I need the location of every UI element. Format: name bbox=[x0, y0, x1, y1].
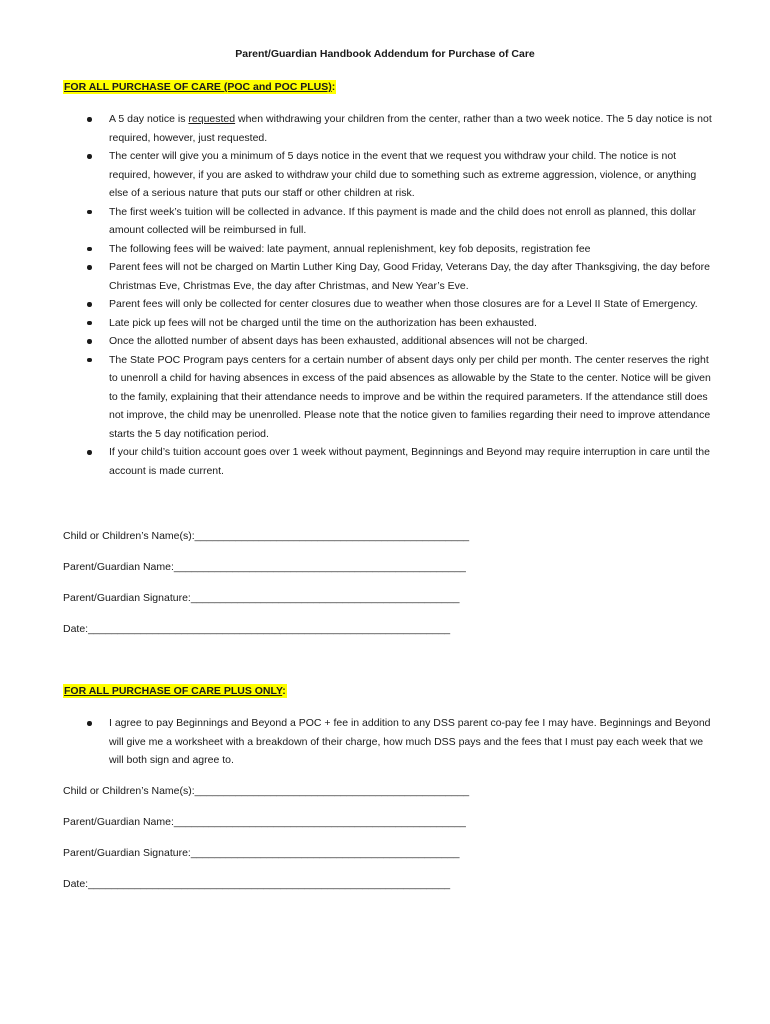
list-item-text-b: when withdrawing your children from the center, rather than a two week notice. The 5 day notice is not required, however, just requested. bbox=[109, 113, 712, 144]
poc-plus-bullet-list bbox=[63, 714, 713, 770]
child-name-field[interactable]: Child or Children’s Name(s):_______________________________________________ bbox=[63, 530, 470, 542]
list-item bbox=[63, 258, 713, 295]
bullet-icon bbox=[87, 358, 92, 363]
list-item-text: The center will give you a minimum of 5 days notice in the event that we request you withdraw your child. The notice is not required, however, if you are asked to withdraw your child due to something such as extreme aggression, violence, or anything else of a serious nature that puts our staff or other children at risk. bbox=[109, 150, 697, 199]
list-item-text: Late pick up fees will not be charged until the time on the authorization has been exhausted. bbox=[109, 316, 537, 329]
bullet-icon bbox=[87, 265, 92, 270]
guardian-name-field-plus[interactable]: Parent/Guardian Name:__________________________________________________ bbox=[63, 816, 466, 828]
bullet-icon bbox=[87, 117, 92, 122]
list-item-text: The first week’s tuition will be collected in advance. If this payment is made and the child does not enroll as planned, this dollar amount collected will be reimbursed in full. bbox=[109, 205, 696, 236]
bullet-icon bbox=[87, 721, 92, 726]
date-field[interactable]: Date:______________________________________________________________ bbox=[63, 623, 451, 635]
list-item-text: Parent fees will not be charged on Martin Luther King Day, Good Friday, Veterans Day, the day after Thanksgiving, the day before Christmas Eve, Christmas Eve, the day after Christmas, and New Year’s Eve. bbox=[109, 261, 710, 292]
list-item-text: Once the allotted number of absent days has been exhausted, additional absences will not be charged. bbox=[109, 335, 588, 347]
list-item bbox=[63, 351, 713, 444]
bullet-icon bbox=[87, 210, 92, 215]
list-item-text: I agree to pay Beginnings and Beyond a POC + fee in addition to any DSS parent co-pay fee I may have. Beginnings and Beyond will give me a worksheet with a breakdown of their charge, how much DSS pays and the fees that I must pay each week that we will both sign and agree to. bbox=[109, 717, 711, 766]
date-field-plus[interactable]: Date:______________________________________________________________ bbox=[63, 878, 451, 890]
section-heading-poc-plus-text: FOR ALL PURCHASE OF CARE PLUS ONLY bbox=[64, 685, 283, 697]
list-item bbox=[63, 295, 713, 314]
section-heading-poc-plus-colon: : bbox=[282, 685, 286, 697]
list-item bbox=[63, 240, 713, 259]
list-item-text-a: A 5 day notice is bbox=[109, 113, 189, 125]
list-item-text: Parent fees will only be collected for center closures due to weather when those closures are for a Level II State of Emergency. bbox=[109, 298, 698, 310]
list-item bbox=[63, 110, 713, 147]
bullet-icon bbox=[87, 302, 92, 307]
section-heading-poc bbox=[63, 80, 336, 94]
guardian-name-field[interactable]: Parent/Guardian Name:__________________________________________________ bbox=[63, 561, 466, 573]
guardian-signature-field-plus[interactable]: Parent/Guardian Signature:______________________________________________ bbox=[63, 847, 460, 859]
list-item-text: The State POC Program pays centers for a certain number of absent days only per child per month. The center reserves the right to unenroll a child for having absences in excess of the paid absences as allowable by the State to the center. Notice will be given to the family, explaining that their attendance needs to improve and be within the required parameters. If the attendance still does not improve, the child may be unenrolled. Please note that the notice given to families regarding their need to improve attendance starts the 5 day notification period. bbox=[109, 353, 711, 440]
poc-bullet-list bbox=[63, 110, 713, 480]
list-item-text-underlined: requested bbox=[188, 113, 236, 125]
bullet-icon bbox=[87, 154, 92, 159]
list-item bbox=[63, 443, 713, 480]
bullet-icon bbox=[87, 321, 92, 326]
list-item bbox=[63, 203, 713, 240]
child-name-field-plus[interactable]: Child or Children’s Name(s):_______________________________________________ bbox=[63, 785, 470, 797]
list-item bbox=[63, 314, 713, 333]
guardian-signature-field[interactable]: Parent/Guardian Signature:______________________________________________ bbox=[63, 592, 460, 604]
list-item bbox=[63, 147, 713, 203]
section-heading-poc-text: FOR ALL PURCHASE OF CARE (POC and POC PLUS) bbox=[64, 81, 332, 93]
list-item bbox=[63, 714, 713, 770]
document-title: Parent/Guardian Handbook Addendum for Purchase of Care bbox=[235, 48, 535, 60]
list-item bbox=[63, 332, 713, 351]
bullet-icon bbox=[87, 247, 92, 252]
bullet-icon bbox=[87, 339, 92, 344]
section-heading-poc-colon: : bbox=[331, 81, 336, 93]
list-item-text: The following fees will be waived: late payment, annual replenishment, key fob deposits, registration fee bbox=[109, 242, 591, 255]
list-item-text: If your child’s tuition account goes over 1 week without payment, Beginnings and Beyond may require interruption in care until the account is made current. bbox=[109, 446, 710, 477]
bullet-icon bbox=[87, 450, 92, 455]
section-heading-poc-plus bbox=[63, 684, 287, 698]
